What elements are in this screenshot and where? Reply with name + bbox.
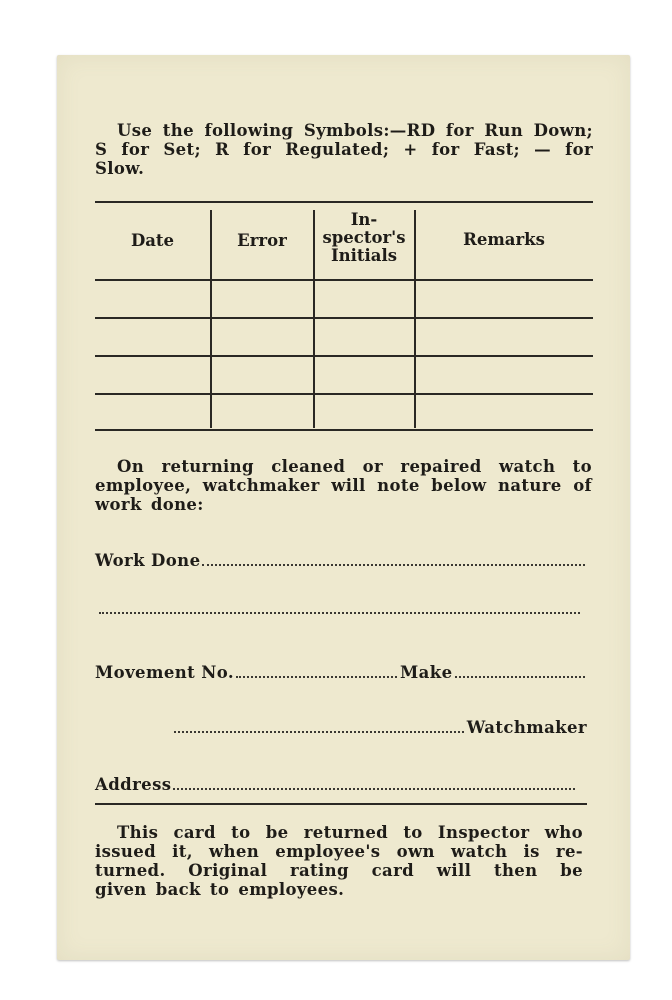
work-done-continuation-line[interactable] (97, 611, 583, 618)
address-label: Address (95, 775, 172, 794)
make-label: Make (400, 663, 453, 682)
table-bottom-rule (95, 429, 593, 431)
footer-line-4: given back to employees. (95, 880, 345, 899)
footer-rule (95, 803, 587, 805)
address-dotted-line[interactable] (173, 787, 575, 790)
movement-no-field[interactable] (95, 663, 400, 682)
table-row-rule (95, 279, 593, 281)
watchmaker-label: Watchmaker (466, 718, 587, 737)
table-row-rule (95, 317, 593, 319)
footer-line-1: This card to be returned to Inspector who (117, 823, 583, 842)
watchmaker-field[interactable] (172, 718, 587, 737)
symbols-legend: Use the following Symbols:—RD for Run Down; S for Set; R for Regulated; + for Fast; — for Slow. (95, 121, 593, 178)
make-field[interactable] (400, 663, 588, 682)
watchmaker-dotted-line[interactable] (174, 730, 464, 733)
footer-line-3: turned. Original rating card will then be (95, 861, 583, 880)
table-header-date: Date (130, 231, 175, 250)
work-done-field[interactable] (95, 551, 588, 570)
work-done-label: Work Done (95, 551, 201, 570)
table-header-remarks: Remarks (463, 230, 545, 249)
inspector-header-line-3: Initials (330, 246, 398, 265)
table-row-rule (95, 393, 593, 395)
inspector-header-line-1: In- (350, 210, 378, 229)
table-top-rule (95, 201, 593, 203)
movement-no-label: Movement No. (95, 663, 235, 682)
table-header-inspectors-initials (314, 211, 414, 265)
address-field[interactable] (95, 775, 578, 794)
table-row-rule (95, 355, 593, 357)
work-done-dotted-line-2[interactable] (99, 611, 580, 614)
watch-record-card (57, 55, 630, 960)
watchmaker-instructions: On returning cleaned or repaired watch to employee, watchmaker will note below nature of work done: (95, 457, 592, 514)
make-dotted-line[interactable] (455, 675, 586, 678)
footer-line-2: issued it, when employee's own watch is re- (95, 842, 583, 861)
inspector-header-line-2: spector's (322, 228, 406, 247)
table-header-error: Error (237, 231, 287, 250)
return-instructions (95, 823, 583, 899)
movement-no-dotted-line[interactable] (236, 675, 397, 678)
work-done-dotted-line[interactable] (202, 563, 585, 566)
